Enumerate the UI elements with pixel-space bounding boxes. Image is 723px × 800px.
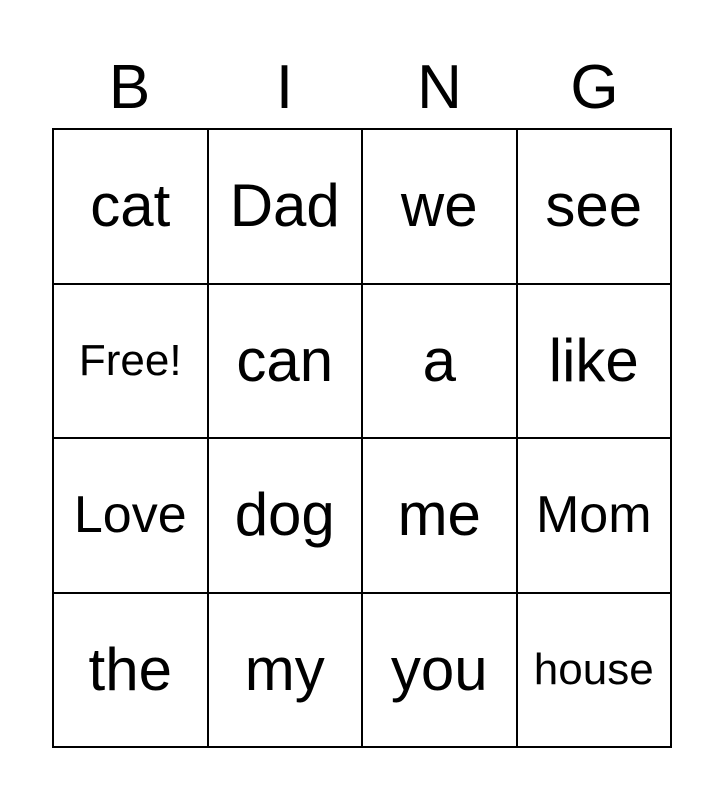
bingo-cell: Love — [54, 439, 209, 594]
bingo-cell: cat — [54, 130, 209, 285]
bingo-cell: Mom — [518, 439, 673, 594]
bingo-header — [52, 48, 672, 128]
bingo-cell: see — [518, 130, 673, 285]
bingo-cell: house — [518, 594, 673, 749]
bingo-cell: dog — [209, 439, 364, 594]
header-letter-b: B — [108, 53, 151, 122]
bingo-cell: we — [363, 130, 518, 285]
header-letter-n: N — [417, 53, 462, 122]
bingo-cell: you — [363, 594, 518, 749]
bingo-cell: the — [54, 594, 209, 749]
bingo-cell: Dad — [209, 130, 364, 285]
bingo-cell: me — [363, 439, 518, 594]
header-letter-g: G — [570, 53, 619, 122]
header-letter-i: I — [275, 53, 294, 122]
bingo-cell: my — [209, 594, 364, 749]
bingo-card — [52, 128, 672, 748]
bingo-free-cell: Free! — [54, 285, 209, 440]
bingo-cell: like — [518, 285, 673, 440]
bingo-cell: can — [209, 285, 364, 440]
bingo-cell: a — [363, 285, 518, 440]
